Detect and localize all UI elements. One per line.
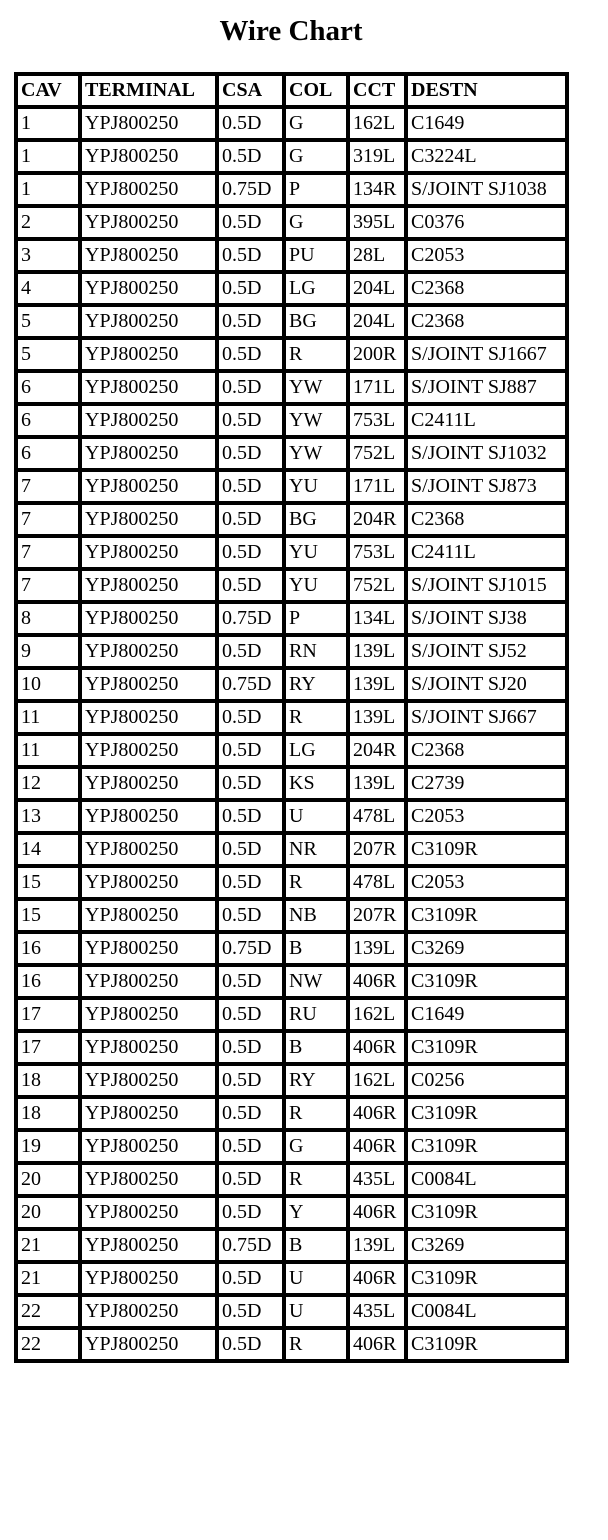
cell-cct: 435L: [350, 1297, 404, 1326]
cell-destn: C3109R: [408, 1132, 565, 1161]
cell-cct: 139L: [350, 703, 404, 732]
cell-cct: 406R: [350, 1033, 404, 1062]
table-row: [18, 142, 565, 171]
table-row: [18, 868, 565, 897]
cell-col: B: [286, 934, 346, 963]
cell-destn: C3109R: [408, 1198, 565, 1227]
cell-cct: 204R: [350, 505, 404, 534]
cell-csa: 0.5D: [219, 472, 282, 501]
cell-cav: 22: [18, 1330, 78, 1359]
cell-cav: 6: [18, 406, 78, 435]
cell-csa: 0.5D: [219, 406, 282, 435]
cell-csa: 0.5D: [219, 901, 282, 930]
cell-csa: 0.5D: [219, 1099, 282, 1128]
cell-destn: S/JOINT SJ52: [408, 637, 565, 666]
cell-destn: C2053: [408, 241, 565, 270]
table-row: [18, 439, 565, 468]
table-row: [18, 406, 565, 435]
cell-csa: 0.5D: [219, 1000, 282, 1029]
cell-csa: 0.5D: [219, 736, 282, 765]
cell-col: R: [286, 1165, 346, 1194]
cell-col: PU: [286, 241, 346, 270]
cell-csa: 0.5D: [219, 241, 282, 270]
cell-cct: 207R: [350, 901, 404, 930]
table-row: [18, 1231, 565, 1260]
cell-col: YW: [286, 439, 346, 468]
cell-col: BG: [286, 307, 346, 336]
table-row: [18, 1033, 565, 1062]
table-row: [18, 670, 565, 699]
page-title: Wire Chart: [219, 15, 363, 47]
cell-col: R: [286, 868, 346, 897]
cell-cav: 21: [18, 1231, 78, 1260]
cell-csa: 0.5D: [219, 637, 282, 666]
cell-col: BG: [286, 505, 346, 534]
cell-col: YU: [286, 472, 346, 501]
table-row: [18, 307, 565, 336]
cell-col: YU: [286, 571, 346, 600]
cell-destn: C1649: [408, 109, 565, 138]
cell-terminal: YPJ800250: [82, 934, 215, 963]
cell-terminal: YPJ800250: [82, 1231, 215, 1260]
cell-cct: 204R: [350, 736, 404, 765]
cell-cct: 478L: [350, 802, 404, 831]
cell-csa: 0.5D: [219, 1198, 282, 1227]
cell-cct: 319L: [350, 142, 404, 171]
cell-cav: 20: [18, 1198, 78, 1227]
cell-destn: S/JOINT SJ38: [408, 604, 565, 633]
wire-chart-table: [14, 72, 569, 1363]
cell-col: B: [286, 1033, 346, 1062]
cell-destn: C1649: [408, 1000, 565, 1029]
table-row: [18, 175, 565, 204]
cell-cav: 6: [18, 439, 78, 468]
cell-cct: 478L: [350, 868, 404, 897]
cell-cct: 753L: [350, 406, 404, 435]
cell-cav: 22: [18, 1297, 78, 1326]
cell-col: R: [286, 703, 346, 732]
cell-terminal: YPJ800250: [82, 1198, 215, 1227]
cell-cav: 7: [18, 505, 78, 534]
cell-terminal: YPJ800250: [82, 670, 215, 699]
cell-destn: C3269: [408, 1231, 565, 1260]
cell-cav: 17: [18, 1000, 78, 1029]
cell-csa: 0.5D: [219, 1297, 282, 1326]
cell-destn: S/JOINT SJ1015: [408, 571, 565, 600]
cell-terminal: YPJ800250: [82, 901, 215, 930]
table-row: [18, 703, 565, 732]
cell-col: RN: [286, 637, 346, 666]
cell-destn: C0376: [408, 208, 565, 237]
cell-destn: S/JOINT SJ667: [408, 703, 565, 732]
cell-terminal: YPJ800250: [82, 802, 215, 831]
cell-terminal: YPJ800250: [82, 1165, 215, 1194]
cell-cav: 5: [18, 307, 78, 336]
table-row: [18, 1330, 565, 1359]
cell-csa: 0.5D: [219, 538, 282, 567]
cell-destn: C0256: [408, 1066, 565, 1095]
cell-terminal: YPJ800250: [82, 307, 215, 336]
cell-destn: S/JOINT SJ873: [408, 472, 565, 501]
cell-csa: 0.5D: [219, 340, 282, 369]
cell-cav: 1: [18, 175, 78, 204]
cell-cav: 18: [18, 1099, 78, 1128]
cell-terminal: YPJ800250: [82, 208, 215, 237]
cell-col: G: [286, 1132, 346, 1161]
cell-csa: 0.5D: [219, 802, 282, 831]
table-row: [18, 934, 565, 963]
cell-col: P: [286, 175, 346, 204]
cell-col: G: [286, 208, 346, 237]
cell-cct: 28L: [350, 241, 404, 270]
cell-col: NB: [286, 901, 346, 930]
table-row: [18, 1066, 565, 1095]
table-header: [18, 76, 565, 105]
cell-terminal: YPJ800250: [82, 505, 215, 534]
cell-cav: 10: [18, 670, 78, 699]
table-row: [18, 1165, 565, 1194]
cell-destn: C3224L: [408, 142, 565, 171]
cell-cav: 11: [18, 736, 78, 765]
cell-cct: 752L: [350, 571, 404, 600]
cell-destn: S/JOINT SJ1038: [408, 175, 565, 204]
cell-cct: 752L: [350, 439, 404, 468]
cell-cav: 3: [18, 241, 78, 270]
cell-terminal: YPJ800250: [82, 1066, 215, 1095]
cell-col: YW: [286, 373, 346, 402]
cell-cct: 395L: [350, 208, 404, 237]
cell-cct: 204L: [350, 274, 404, 303]
cell-cav: 9: [18, 637, 78, 666]
cell-cct: 753L: [350, 538, 404, 567]
cell-destn: C3109R: [408, 901, 565, 930]
cell-col: G: [286, 109, 346, 138]
cell-terminal: YPJ800250: [82, 1033, 215, 1062]
cell-destn: C3109R: [408, 1033, 565, 1062]
cell-col: R: [286, 1099, 346, 1128]
cell-cct: 406R: [350, 1330, 404, 1359]
table-row: [18, 340, 565, 369]
table-row: [18, 241, 565, 270]
cell-destn: S/JOINT SJ1667: [408, 340, 565, 369]
cell-cct: 406R: [350, 1264, 404, 1293]
cell-cav: 19: [18, 1132, 78, 1161]
cell-cav: 12: [18, 769, 78, 798]
table-row: [18, 637, 565, 666]
cell-destn: C3109R: [408, 1099, 565, 1128]
cell-terminal: YPJ800250: [82, 538, 215, 567]
cell-cav: 6: [18, 373, 78, 402]
table-row: [18, 472, 565, 501]
cell-csa: 0.5D: [219, 1132, 282, 1161]
cell-terminal: YPJ800250: [82, 1297, 215, 1326]
table-row: [18, 901, 565, 930]
table-row: [18, 373, 565, 402]
cell-destn: C2053: [408, 868, 565, 897]
cell-terminal: YPJ800250: [82, 769, 215, 798]
cell-col: YU: [286, 538, 346, 567]
cell-cct: 171L: [350, 373, 404, 402]
cell-cct: 204L: [350, 307, 404, 336]
cell-cav: 15: [18, 901, 78, 930]
cell-col: U: [286, 802, 346, 831]
cell-cav: 1: [18, 109, 78, 138]
header-cct: CCT: [350, 76, 404, 105]
cell-col: G: [286, 142, 346, 171]
table-row: [18, 769, 565, 798]
cell-destn: C2739: [408, 769, 565, 798]
cell-cav: 7: [18, 538, 78, 567]
cell-destn: C2411L: [408, 538, 565, 567]
cell-csa: 0.75D: [219, 670, 282, 699]
cell-terminal: YPJ800250: [82, 1000, 215, 1029]
cell-col: NR: [286, 835, 346, 864]
cell-cct: 207R: [350, 835, 404, 864]
cell-destn: C2411L: [408, 406, 565, 435]
table-row: [18, 1264, 565, 1293]
cell-col: U: [286, 1297, 346, 1326]
cell-cct: 406R: [350, 1132, 404, 1161]
cell-csa: 0.5D: [219, 967, 282, 996]
cell-csa: 0.5D: [219, 1165, 282, 1194]
cell-col: RY: [286, 1066, 346, 1095]
cell-cav: 11: [18, 703, 78, 732]
cell-destn: S/JOINT SJ20: [408, 670, 565, 699]
cell-terminal: YPJ800250: [82, 703, 215, 732]
table-row: [18, 835, 565, 864]
cell-col: LG: [286, 736, 346, 765]
cell-cct: 134R: [350, 175, 404, 204]
cell-csa: 0.5D: [219, 868, 282, 897]
cell-csa: 0.5D: [219, 373, 282, 402]
table-row: [18, 208, 565, 237]
cell-destn: C3109R: [408, 1330, 565, 1359]
cell-terminal: YPJ800250: [82, 109, 215, 138]
table-row: [18, 967, 565, 996]
table-row: [18, 736, 565, 765]
cell-destn: C2368: [408, 274, 565, 303]
cell-csa: 0.5D: [219, 1066, 282, 1095]
table-row: [18, 505, 565, 534]
cell-terminal: YPJ800250: [82, 835, 215, 864]
cell-cav: 5: [18, 340, 78, 369]
cell-terminal: YPJ800250: [82, 142, 215, 171]
header-col: COL: [286, 76, 346, 105]
cell-cav: 14: [18, 835, 78, 864]
header-destn: DESTN: [408, 76, 565, 105]
cell-destn: C3269: [408, 934, 565, 963]
table-body: [18, 109, 565, 1359]
table-row: [18, 571, 565, 600]
cell-cav: 16: [18, 967, 78, 996]
cell-terminal: YPJ800250: [82, 241, 215, 270]
cell-destn: C0084L: [408, 1297, 565, 1326]
cell-cct: 171L: [350, 472, 404, 501]
header-terminal: TERMINAL: [82, 76, 215, 105]
cell-cav: 16: [18, 934, 78, 963]
cell-cav: 2: [18, 208, 78, 237]
cell-terminal: YPJ800250: [82, 1264, 215, 1293]
cell-csa: 0.5D: [219, 1264, 282, 1293]
table-row: [18, 109, 565, 138]
cell-col: Y: [286, 1198, 346, 1227]
cell-cav: 20: [18, 1165, 78, 1194]
cell-cct: 435L: [350, 1165, 404, 1194]
cell-cav: 18: [18, 1066, 78, 1095]
table-row: [18, 1132, 565, 1161]
cell-cct: 162L: [350, 1000, 404, 1029]
cell-terminal: YPJ800250: [82, 1132, 215, 1161]
cell-cct: 406R: [350, 1198, 404, 1227]
cell-cct: 139L: [350, 670, 404, 699]
cell-csa: 0.5D: [219, 208, 282, 237]
cell-cav: 17: [18, 1033, 78, 1062]
table-row: [18, 538, 565, 567]
cell-cct: 139L: [350, 1231, 404, 1260]
cell-col: P: [286, 604, 346, 633]
cell-destn: C2368: [408, 736, 565, 765]
cell-csa: 0.5D: [219, 439, 282, 468]
cell-cct: 406R: [350, 967, 404, 996]
cell-terminal: YPJ800250: [82, 571, 215, 600]
cell-csa: 0.5D: [219, 835, 282, 864]
cell-terminal: YPJ800250: [82, 1099, 215, 1128]
cell-cav: 4: [18, 274, 78, 303]
cell-destn: C2053: [408, 802, 565, 831]
cell-col: NW: [286, 967, 346, 996]
cell-destn: S/JOINT SJ1032: [408, 439, 565, 468]
cell-terminal: YPJ800250: [82, 736, 215, 765]
table-row: [18, 1000, 565, 1029]
cell-csa: 0.5D: [219, 769, 282, 798]
cell-cct: 134L: [350, 604, 404, 633]
cell-terminal: YPJ800250: [82, 472, 215, 501]
cell-csa: 0.75D: [219, 934, 282, 963]
cell-cct: 162L: [350, 109, 404, 138]
cell-csa: 0.75D: [219, 175, 282, 204]
cell-destn: C2368: [408, 307, 565, 336]
cell-col: RY: [286, 670, 346, 699]
cell-terminal: YPJ800250: [82, 373, 215, 402]
cell-cct: 162L: [350, 1066, 404, 1095]
cell-csa: 0.5D: [219, 109, 282, 138]
cell-terminal: YPJ800250: [82, 274, 215, 303]
cell-destn: S/JOINT SJ887: [408, 373, 565, 402]
cell-destn: C0084L: [408, 1165, 565, 1194]
cell-destn: C3109R: [408, 835, 565, 864]
header-row: [18, 76, 565, 105]
cell-destn: C2368: [408, 505, 565, 534]
cell-col: YW: [286, 406, 346, 435]
cell-cav: 8: [18, 604, 78, 633]
cell-csa: 0.5D: [219, 274, 282, 303]
cell-col: R: [286, 340, 346, 369]
table-row: [18, 274, 565, 303]
table-row: [18, 1099, 565, 1128]
cell-cav: 7: [18, 472, 78, 501]
cell-csa: 0.75D: [219, 604, 282, 633]
cell-csa: 0.75D: [219, 1231, 282, 1260]
cell-csa: 0.5D: [219, 142, 282, 171]
cell-csa: 0.5D: [219, 307, 282, 336]
cell-terminal: YPJ800250: [82, 868, 215, 897]
cell-cct: 139L: [350, 934, 404, 963]
cell-csa: 0.5D: [219, 1033, 282, 1062]
cell-terminal: YPJ800250: [82, 340, 215, 369]
cell-terminal: YPJ800250: [82, 439, 215, 468]
cell-col: LG: [286, 274, 346, 303]
cell-cav: 21: [18, 1264, 78, 1293]
cell-col: B: [286, 1231, 346, 1260]
cell-cct: 406R: [350, 1099, 404, 1128]
cell-col: KS: [286, 769, 346, 798]
cell-csa: 0.5D: [219, 1330, 282, 1359]
cell-cct: 139L: [350, 637, 404, 666]
cell-cav: 7: [18, 571, 78, 600]
cell-terminal: YPJ800250: [82, 967, 215, 996]
header-csa: CSA: [219, 76, 282, 105]
cell-terminal: YPJ800250: [82, 604, 215, 633]
cell-terminal: YPJ800250: [82, 406, 215, 435]
cell-cav: 13: [18, 802, 78, 831]
cell-terminal: YPJ800250: [82, 637, 215, 666]
cell-cct: 200R: [350, 340, 404, 369]
cell-csa: 0.5D: [219, 571, 282, 600]
cell-col: R: [286, 1330, 346, 1359]
cell-destn: C3109R: [408, 1264, 565, 1293]
cell-cav: 1: [18, 142, 78, 171]
cell-csa: 0.5D: [219, 703, 282, 732]
cell-destn: C3109R: [408, 967, 565, 996]
table-row: [18, 802, 565, 831]
cell-terminal: YPJ800250: [82, 175, 215, 204]
cell-cav: 15: [18, 868, 78, 897]
table-row: [18, 1198, 565, 1227]
cell-cct: 139L: [350, 769, 404, 798]
header-cav: CAV: [18, 76, 78, 105]
cell-csa: 0.5D: [219, 505, 282, 534]
table-row: [18, 1297, 565, 1326]
cell-terminal: YPJ800250: [82, 1330, 215, 1359]
cell-col: U: [286, 1264, 346, 1293]
cell-col: RU: [286, 1000, 346, 1029]
table-row: [18, 604, 565, 633]
